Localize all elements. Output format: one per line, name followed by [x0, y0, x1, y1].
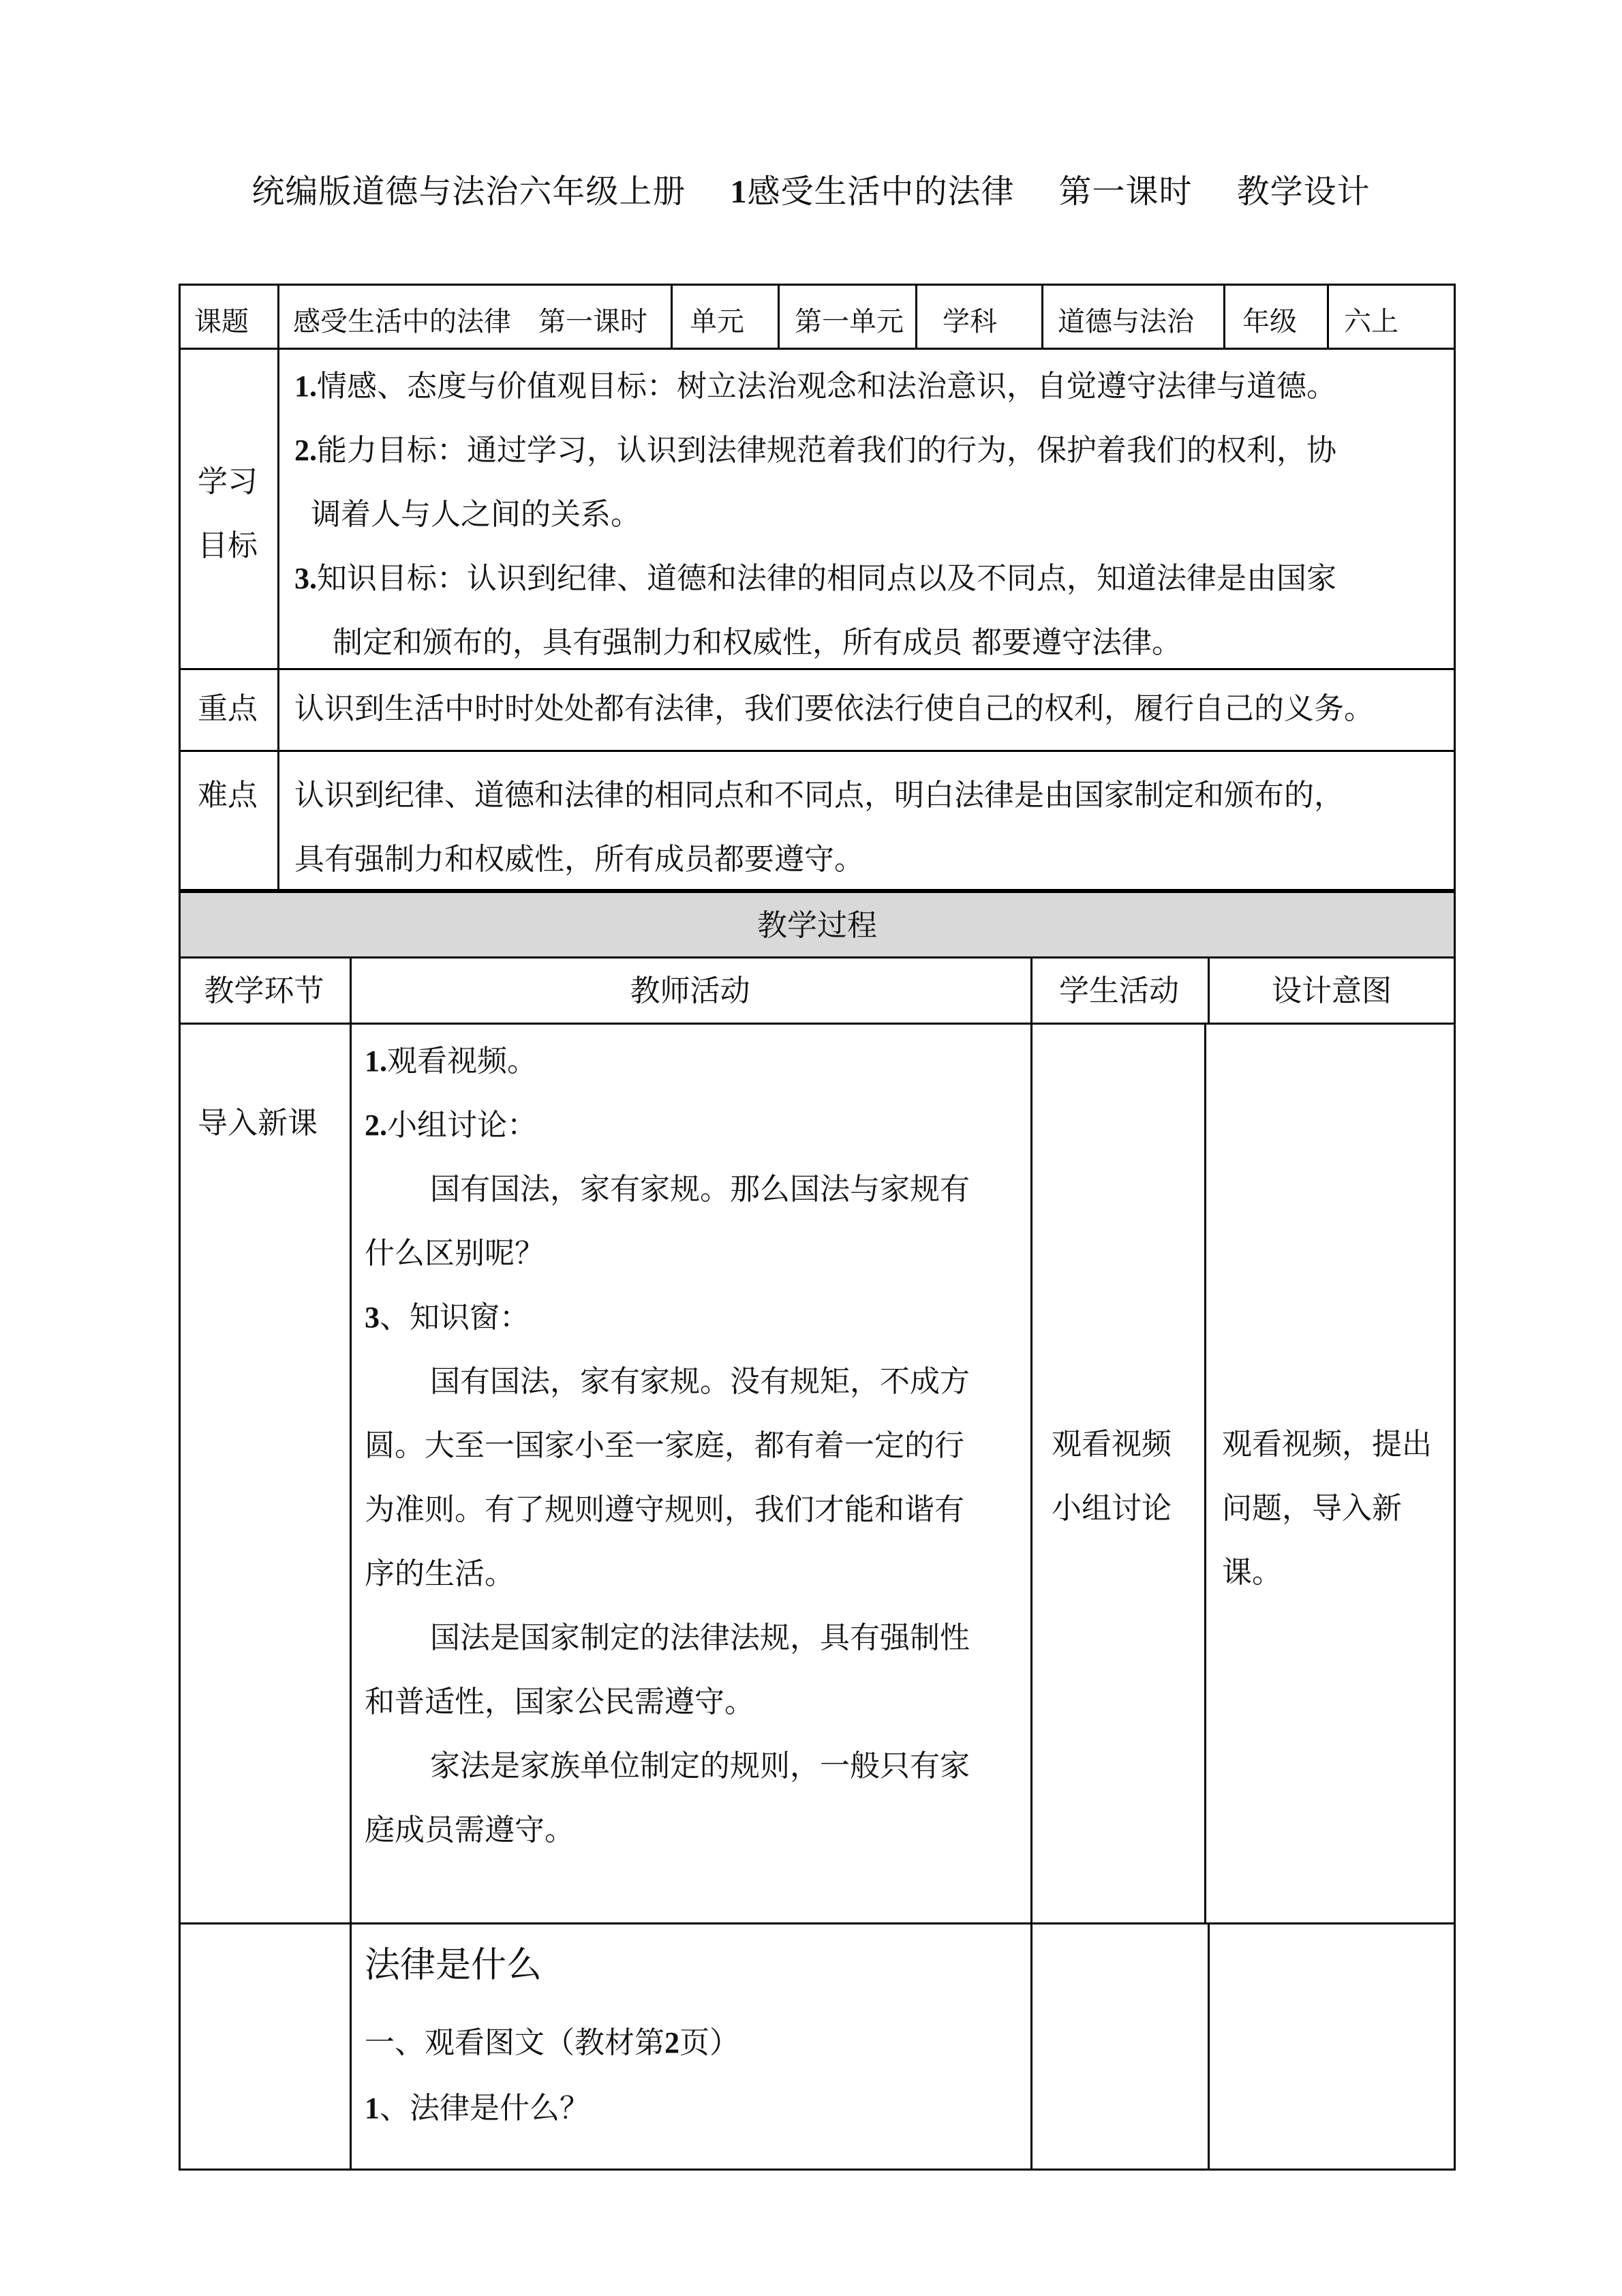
unit-label: 单元 [690, 306, 744, 337]
row2-sub-1: 一、观看图文（教材第2页） [365, 2025, 739, 2060]
col-teacher: 教师活动 [630, 973, 750, 1008]
document-title [0, 165, 1622, 212]
grade-label: 年级 [1242, 306, 1297, 337]
title-period: 第一课时 [1058, 172, 1193, 211]
title-lesson-number: 1 [730, 174, 748, 210]
topic-value: 感受生活中的法律 第一课时 [293, 306, 647, 337]
objective-3: 3.知识目标：认识到纪律、道德和法律的相同点以及不同点，知道法律是由国家 [294, 561, 1336, 596]
objective-2-cont: 调着人与人之间的关系。 [311, 497, 641, 532]
row1-item-2: 2.小组讨论： [365, 1108, 537, 1143]
difficulty-label: 难点 [198, 778, 258, 813]
objectives-label-1: 学习 [198, 464, 258, 499]
objectives-label-2: 目标 [198, 528, 258, 563]
objective-2: 2.能力目标：通过学习，认识到法律规范着我们的行为，保护着我们的权利，协 [294, 433, 1336, 468]
row1-stage: 导入新课 [198, 1106, 318, 1141]
col-intent: 设计意图 [1272, 973, 1392, 1008]
row1-design-intent: 观看视频，提出 问题，导入新 课。 [1222, 1427, 1432, 1590]
row1-item-1: 1.观看视频。 [365, 1044, 537, 1078]
col-stage: 教学环节 [204, 973, 324, 1008]
row1-item-3: 3、知识窗： [365, 1300, 530, 1335]
row2-sub-2: 1、法律是什么？ [365, 2091, 590, 2126]
unit-value: 第一单元 [795, 306, 904, 337]
objective-1: 1.情感、态度与价值观目标：树立法治观念和法治意识，自觉遵守法律与道德。 [294, 369, 1336, 404]
key-point-label: 重点 [198, 691, 258, 726]
objectives-list [294, 354, 1336, 675]
subject-label: 学科 [943, 306, 997, 337]
row1-student-activity: 观看视频 小组讨论 [1052, 1427, 1172, 1526]
topic-label: 课题 [194, 306, 249, 337]
row1-national-law: 国法是国家制定的法律法规，具有强制性 [430, 1620, 970, 1655]
row2-heading: 法律是什么 [365, 1945, 542, 1986]
col-student: 学生活动 [1059, 973, 1179, 1008]
subject-value: 道德与法治 [1058, 306, 1194, 337]
process-header: 教学过程 [757, 908, 877, 943]
objective-3-cont: 制定和颁布的，具有强制力和权威性，所有成员 都要遵守法律。 [333, 625, 1182, 660]
row1-teacher-activity: 1.观看视频。 2.小组讨论： 国有国法，家有家规。那么国法与家规有 什么区别呢？ 3、知识窗： 国有国法，家有家规。没有规矩，不成方 圆。大至一国家小至一家庭，都有着一定的行 为准则。有了规则遵守规则，我们才能和谐有 序的生活。 国法是国家制定的法律法规，具有强制性 和普适性，国家公民需遵守。 家法是家族单位制定的规则，一般只有家 庭成员需遵守。 [365, 1029, 970, 1862]
difficulty-line-2: 具有强制力和权威性，所有成员都要遵守。 [294, 842, 864, 877]
key-point-text: 认识到生活中时时处处都有法律，我们要依法行使自己的权利，履行自己的义务。 [294, 691, 1374, 726]
row1-knowledge: 国有国法，家有家规。没有规矩，不成方 [430, 1364, 970, 1399]
difficulty-line-1: 认识到纪律、道德和法律的相同点和不同点，明白法律是由国家制定和颁布的， [294, 778, 1344, 813]
title-lesson: 感受生活中的法律 [747, 172, 1015, 211]
difficulty-text [294, 764, 1344, 892]
grade-value: 六上 [1344, 306, 1398, 337]
title-book: 统编版道德与法治六年级上册 [251, 172, 686, 211]
title-doc-type: 教学设计 [1236, 172, 1371, 211]
row1-discussion: 国有国法，家有家规。那么国法与家规有 [430, 1172, 970, 1207]
row1-family-rule: 家法是家族单位制定的规则，一般只有家 [430, 1749, 970, 1783]
